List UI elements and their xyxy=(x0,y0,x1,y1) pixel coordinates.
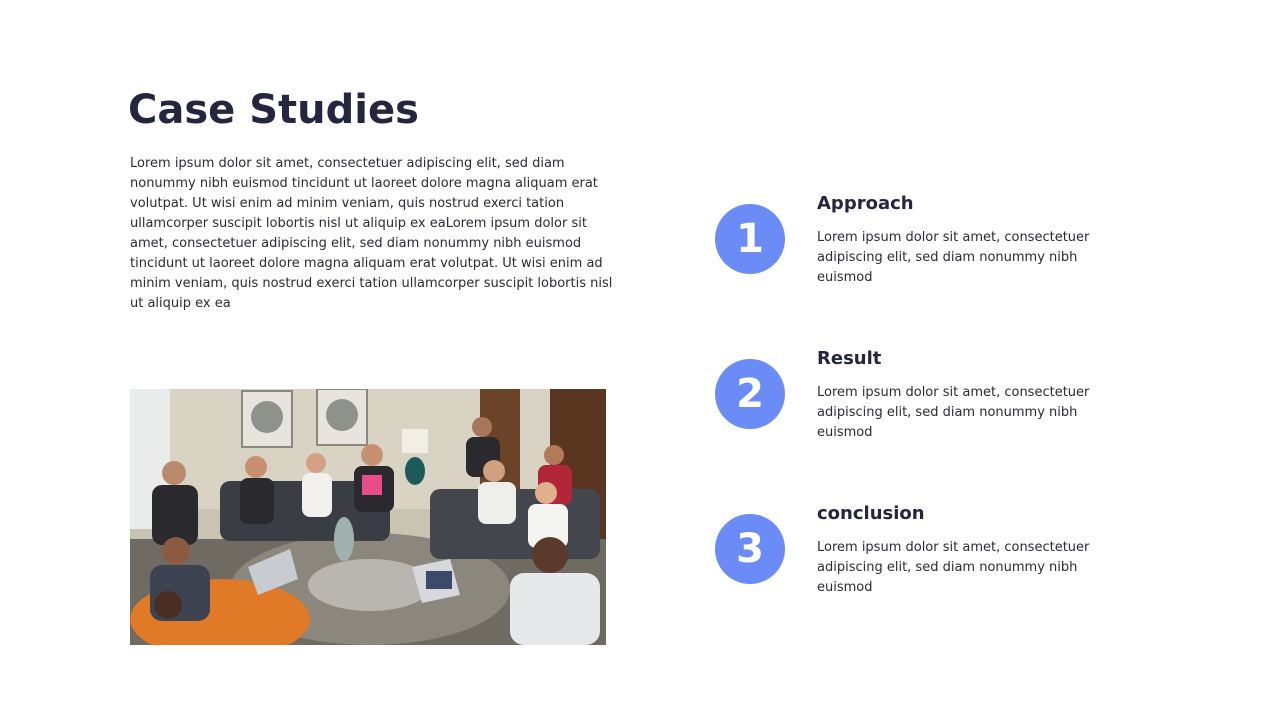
intro-paragraph: Lorem ipsum dolor sit amet, consectetuer adipiscing elit, sed diam nonummy nibh euismod tincidunt ut laoreet dolore magna aliquam erat volutpat. Ut wisi enim ad minim veniam, quis nostrud exerci tation ullamcorper suscipit lobortis nisl ut aliquip ex eaLorem ipsum dolor sit amet, consectetuer adipiscing elit, sed diam nonummy nibh euismod tincidunt ut laoreet dolore magna aliquam erat volutpat. Ut wisi enim ad minim veniam, quis nostrud exerci tation ullamcorper suscipit lobortis nisl ut aliquip ex ea xyxy=(130,156,613,311)
step-title: Approach xyxy=(817,193,914,214)
step-title: conclusion xyxy=(817,503,925,524)
step-conclusion xyxy=(714,502,1114,612)
step-title: Result xyxy=(817,348,882,369)
step-result xyxy=(714,347,1114,457)
team-meeting-photo xyxy=(130,389,606,645)
team-meeting-illustration xyxy=(130,389,606,645)
step-number-badge: 1 xyxy=(715,204,785,274)
step-description: Lorem ipsum dolor sit amet, consectetuer adipiscing elit, sed diam nonummy nibh euismod xyxy=(817,385,1090,440)
step-description: Lorem ipsum dolor sit amet, consectetuer adipiscing elit, sed diam nonummy nibh euismod xyxy=(817,230,1090,285)
step-description: Lorem ipsum dolor sit amet, consectetuer adipiscing elit, sed diam nonummy nibh euismod xyxy=(817,540,1090,595)
step-number-badge: 3 xyxy=(715,514,785,584)
slide-title: Case Studies xyxy=(128,87,419,133)
step-approach xyxy=(714,192,1114,302)
step-number-badge: 2 xyxy=(715,359,785,429)
